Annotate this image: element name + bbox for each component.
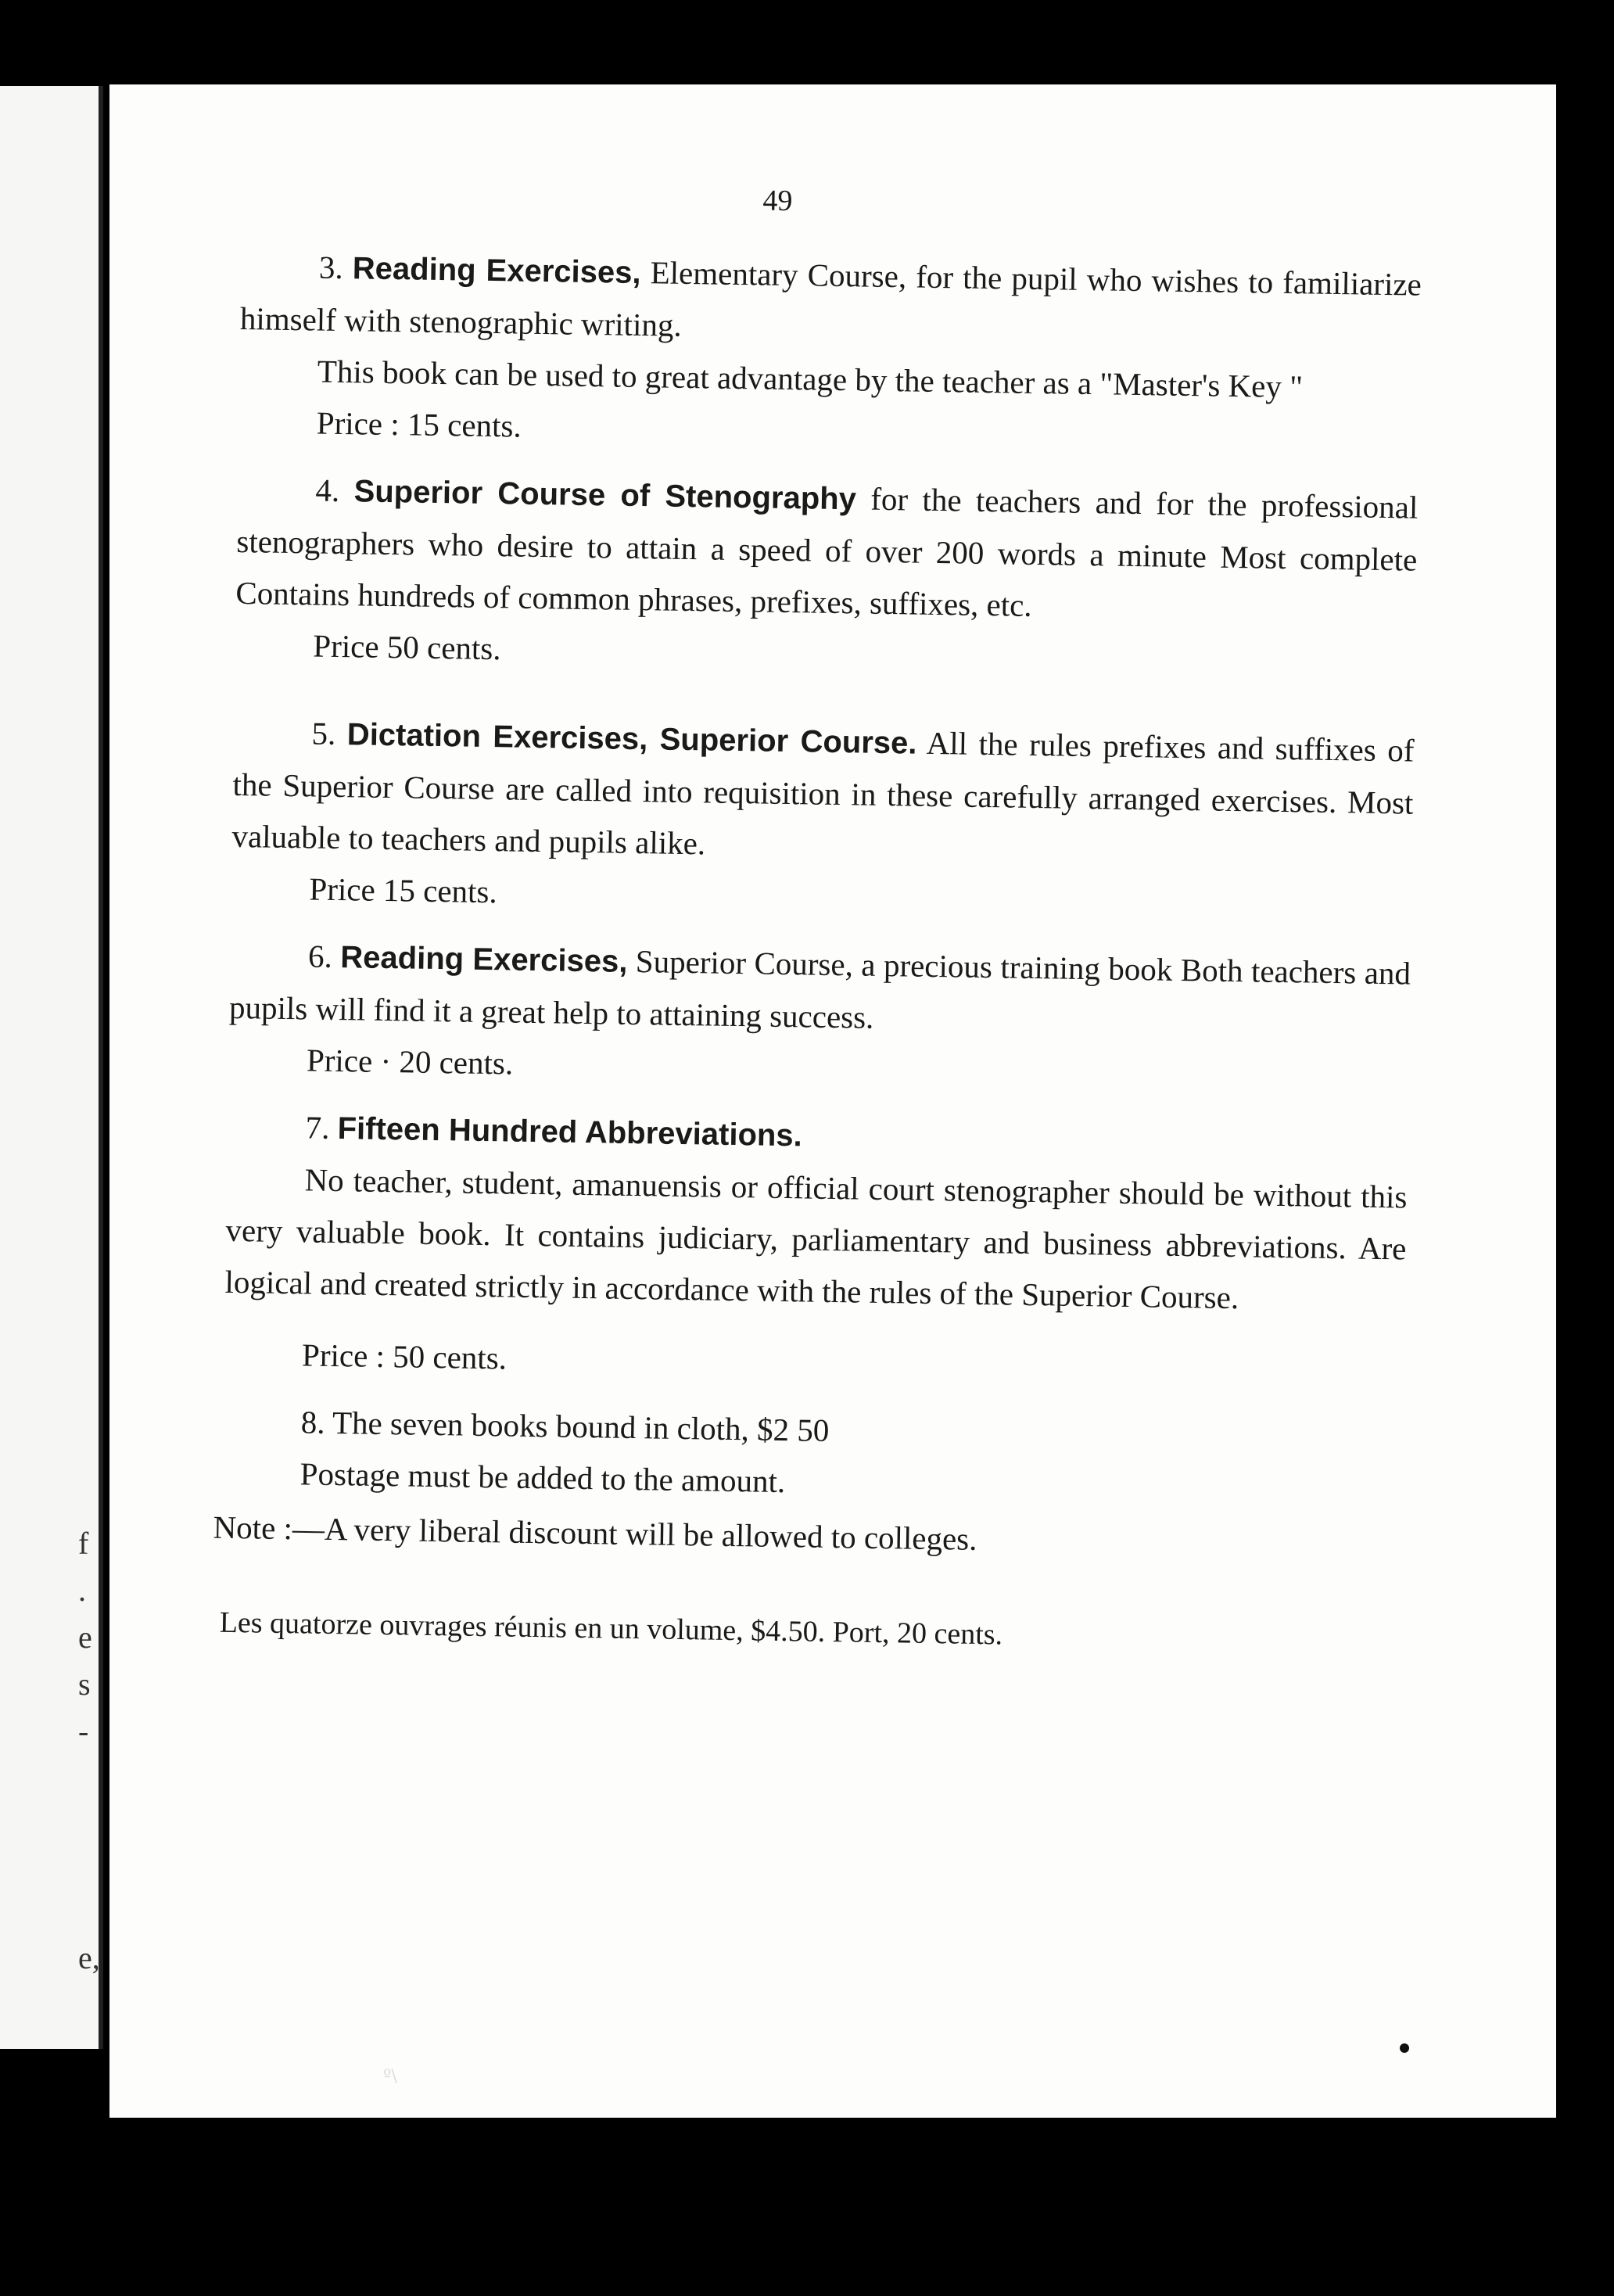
margin-fragment: - xyxy=(78,1713,89,1749)
entry-title: Reading Exercises, xyxy=(352,251,641,291)
entry-description: for the teachers and for the professional stenographers who desire to attain a speed of over 200 words a minute Most complete Contains hundreds of common phrases, prefixes, suffixes, etc. xyxy=(235,480,1419,623)
french-offer: Les quatorze ouvrages réunis en un volume, $4.50. Port, 20 cents. xyxy=(219,1605,1003,1652)
margin-fragment: s xyxy=(78,1666,91,1702)
catalog-entry-5 xyxy=(231,706,1415,881)
page-number: 49 xyxy=(762,184,793,218)
entry-number: 6. xyxy=(307,938,333,974)
footer-mark: º\ xyxy=(383,2067,397,2086)
catalog-entry-3 xyxy=(239,240,1422,363)
margin-fragment: e, xyxy=(78,1940,100,1975)
entry-price: Price 15 cents. xyxy=(309,870,498,910)
margin-fragment: f xyxy=(78,1526,89,1561)
entry-price: Price : 50 cents. xyxy=(301,1336,508,1376)
entry-description: Superior Course, a precious training book Both teachers and pupils will find it a great help to attaining success. xyxy=(228,942,1411,1035)
entry-description: Elementary Course, for the pupil who wishes to familiarize himself with stenographic writing. xyxy=(239,254,1422,343)
catalog-entry-4 xyxy=(235,463,1419,637)
entry-number: 7. xyxy=(305,1109,330,1146)
ink-speck xyxy=(1400,2043,1409,2053)
entry-title: Reading Exercises, xyxy=(340,940,628,979)
discount-note: Note :—A very liberal discount will be allowed to colleges. xyxy=(213,1509,977,1557)
entry-extra: No teacher, student, amanuensis or official court stenographer should be without this very valuable book. It contains judiciary, parliamentary and business abbreviations. Are logical and created strictly in accordance with the rules of the Superior Course. xyxy=(224,1161,1408,1316)
catalog-entry-6 xyxy=(229,929,1411,1052)
margin-fragment: e xyxy=(78,1620,92,1655)
postage-note: Postage must be added to the amount. xyxy=(299,1455,786,1500)
entry-number: 4. xyxy=(315,472,340,509)
entry-price: Price 50 cents. xyxy=(313,627,501,667)
entry-title: Superior Course of Stenography xyxy=(353,474,857,517)
margin-fragment: . xyxy=(78,1573,86,1608)
book-page xyxy=(109,84,1556,2118)
entry-title: Fifteen Hundred Abbreviations. xyxy=(337,1111,803,1153)
page-content xyxy=(213,167,1423,1666)
entry-title: Dictation Exercises, Superior Course. xyxy=(346,717,917,761)
entry-number: 3. xyxy=(318,249,344,286)
entry-description: All the rules prefixes and suffixes of the Superior Course are called into requisition in these carefully arranged exercises. Most valuable to teachers and pupils alike. xyxy=(231,724,1415,862)
entry-price: Price : 15 cents. xyxy=(316,404,522,444)
entry-price: Price · 20 cents. xyxy=(306,1042,514,1082)
entry-number: 5. xyxy=(311,715,336,752)
bound-set-offer: 8. The seven books bound in cloth, $2 50 xyxy=(300,1404,830,1448)
left-page-edge xyxy=(0,86,103,2049)
entry-extra: This book can be used to great advantage by the teacher as a "Master's Key " xyxy=(317,353,1304,405)
